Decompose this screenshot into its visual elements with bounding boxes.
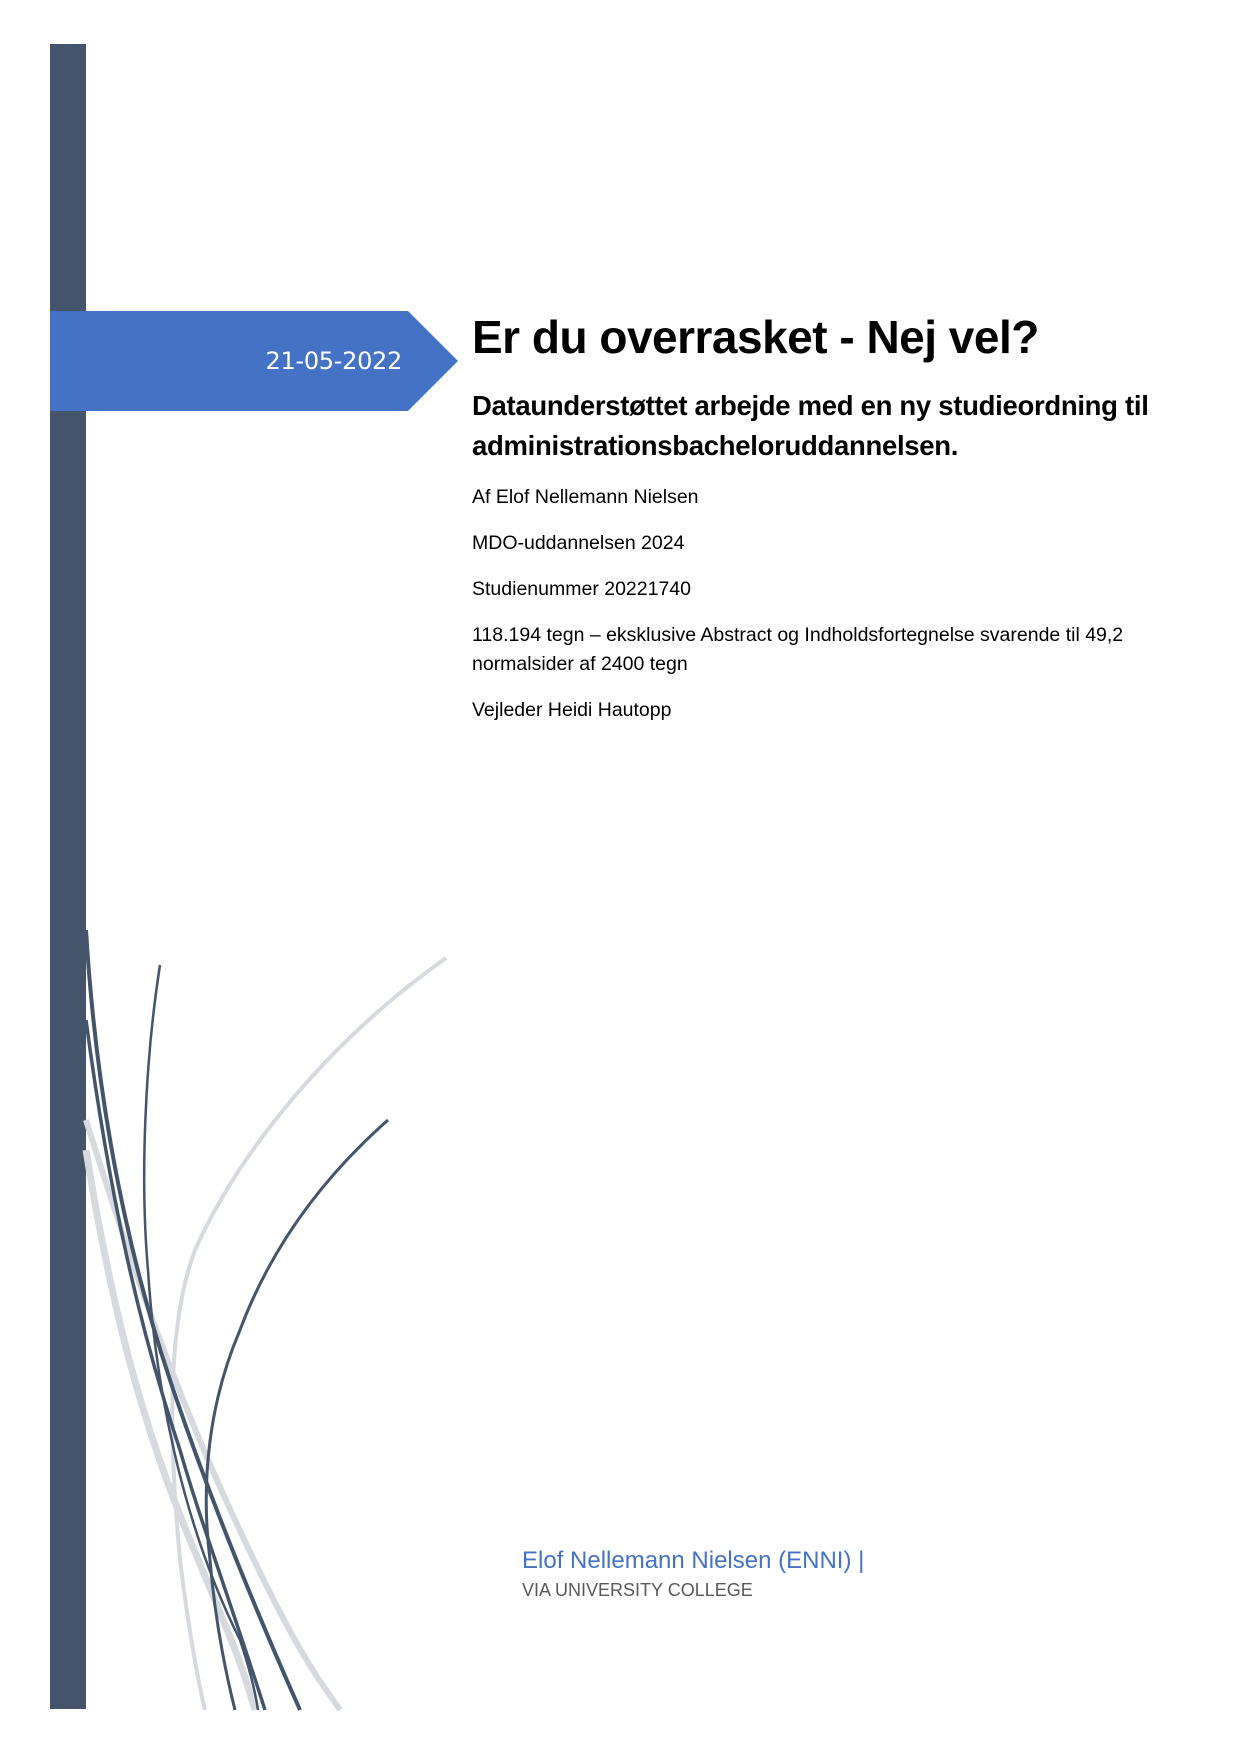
date-banner [50, 311, 460, 411]
document-title: Er du overrasket - Nej vel? [472, 311, 1039, 363]
author-line: Af Elof Nellemann Nielsen [472, 486, 699, 508]
document-date: 21-05-2022 [265, 347, 402, 375]
character-count-line: 118.194 tegn – eksklusive Abstract og Indholdsfortegnelse svarende til 49,2 normalsider af 2400 tegn [472, 624, 1124, 675]
title-block [472, 310, 1192, 742]
supervisor-line: Vejleder Heidi Hautopp [472, 699, 672, 721]
document-subtitle: Dataunderstøttet arbejde med en ny studieordning til administrationsbacheloruddannelsen. [472, 390, 1149, 461]
document-meta [472, 483, 1192, 725]
footer-author: Elof Nellemann Nielsen (ENNI) | [522, 1547, 865, 1574]
student-number-line: Studienummer 20221740 [472, 578, 691, 600]
footer-organization: VIA UNIVERSITY COLLEGE [522, 1580, 753, 1600]
program-line: MDO-uddannelsen 2024 [472, 532, 685, 554]
cover-footer [522, 1545, 864, 1603]
sidebar-stripe [50, 44, 86, 1709]
